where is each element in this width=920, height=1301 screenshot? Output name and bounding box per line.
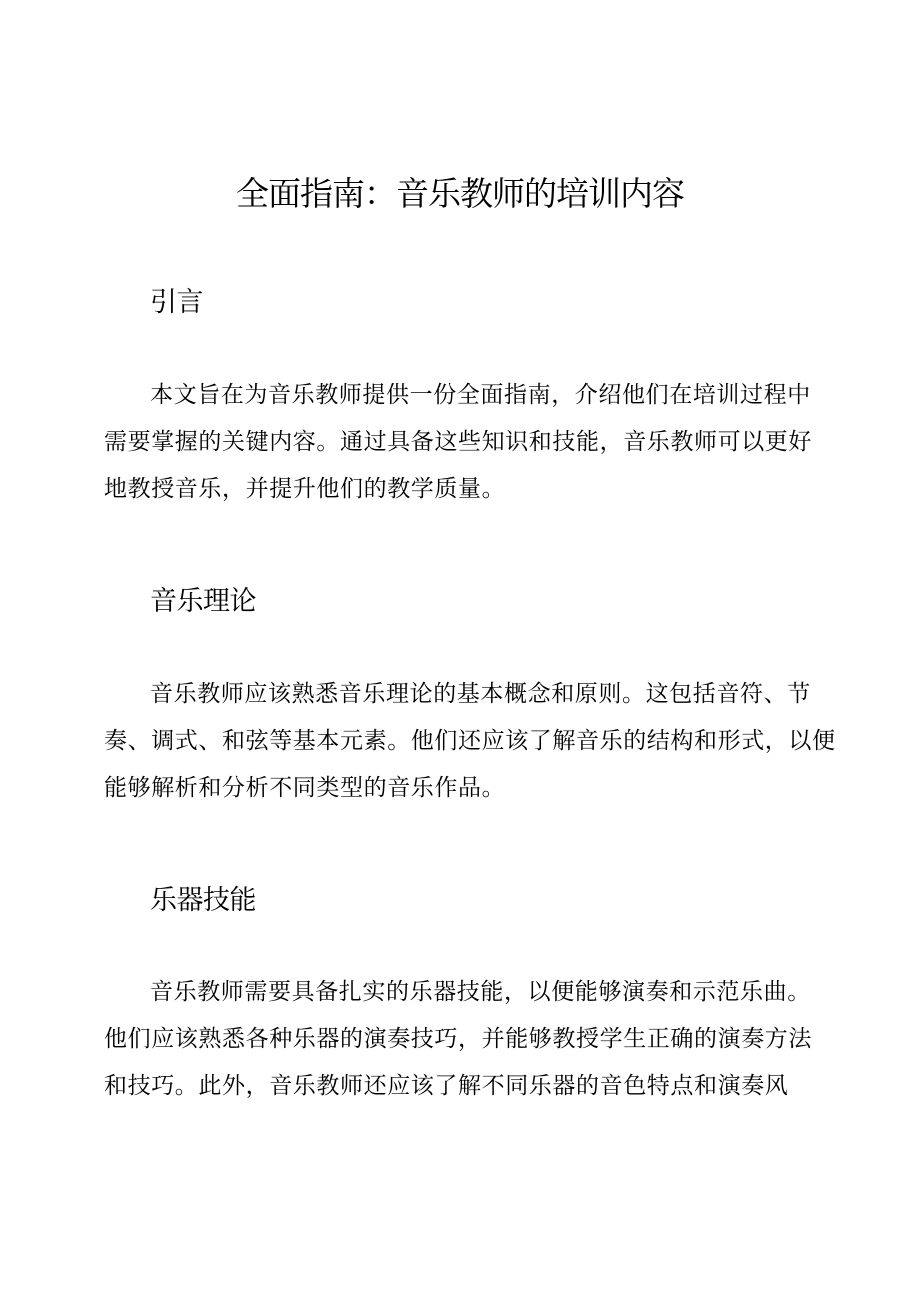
- section-paragraph-introduction: [104, 372, 812, 513]
- paragraph-line: 地教授音乐，并提升他们的教学质量。: [104, 476, 506, 502]
- paragraph-line: 他们应该熟悉各种乐器的演奏技巧，并能够教授学生正确的演奏方法: [104, 1026, 812, 1052]
- section-paragraph-music-theory: [104, 671, 836, 812]
- section-heading-music-theory: 音乐理论: [150, 586, 256, 617]
- section-heading-instrument-skills: 乐器技能: [150, 885, 256, 916]
- paragraph-line: 能够解析和分析不同类型的音乐作品。: [104, 775, 506, 801]
- paragraph-line: 奏、调式、和弦等基本元素。他们还应该了解音乐的结构和形式，以便: [104, 728, 836, 754]
- paragraph-line: 音乐教师应该熟悉音乐理论的基本概念和原则。这包括音符、节: [150, 681, 811, 707]
- paragraph-line: 需要掌握的关键内容。通过具备这些知识和技能，音乐教师可以更好: [104, 429, 812, 455]
- paragraph-line: 本文旨在为音乐教师提供一份全面指南，介绍他们在培训过程中: [150, 382, 811, 408]
- document-title: 全面指南：音乐教师的培训内容: [236, 174, 684, 213]
- paragraph-line: 音乐教师需要具备扎实的乐器技能，以便能够演奏和示范乐曲。: [150, 979, 811, 1005]
- paragraph-line: 和技巧。此外，音乐教师还应该了解不同乐器的音色特点和演奏风: [104, 1073, 789, 1099]
- section-paragraph-instrument-skills: [104, 969, 812, 1110]
- section-heading-introduction: 引言: [150, 287, 203, 318]
